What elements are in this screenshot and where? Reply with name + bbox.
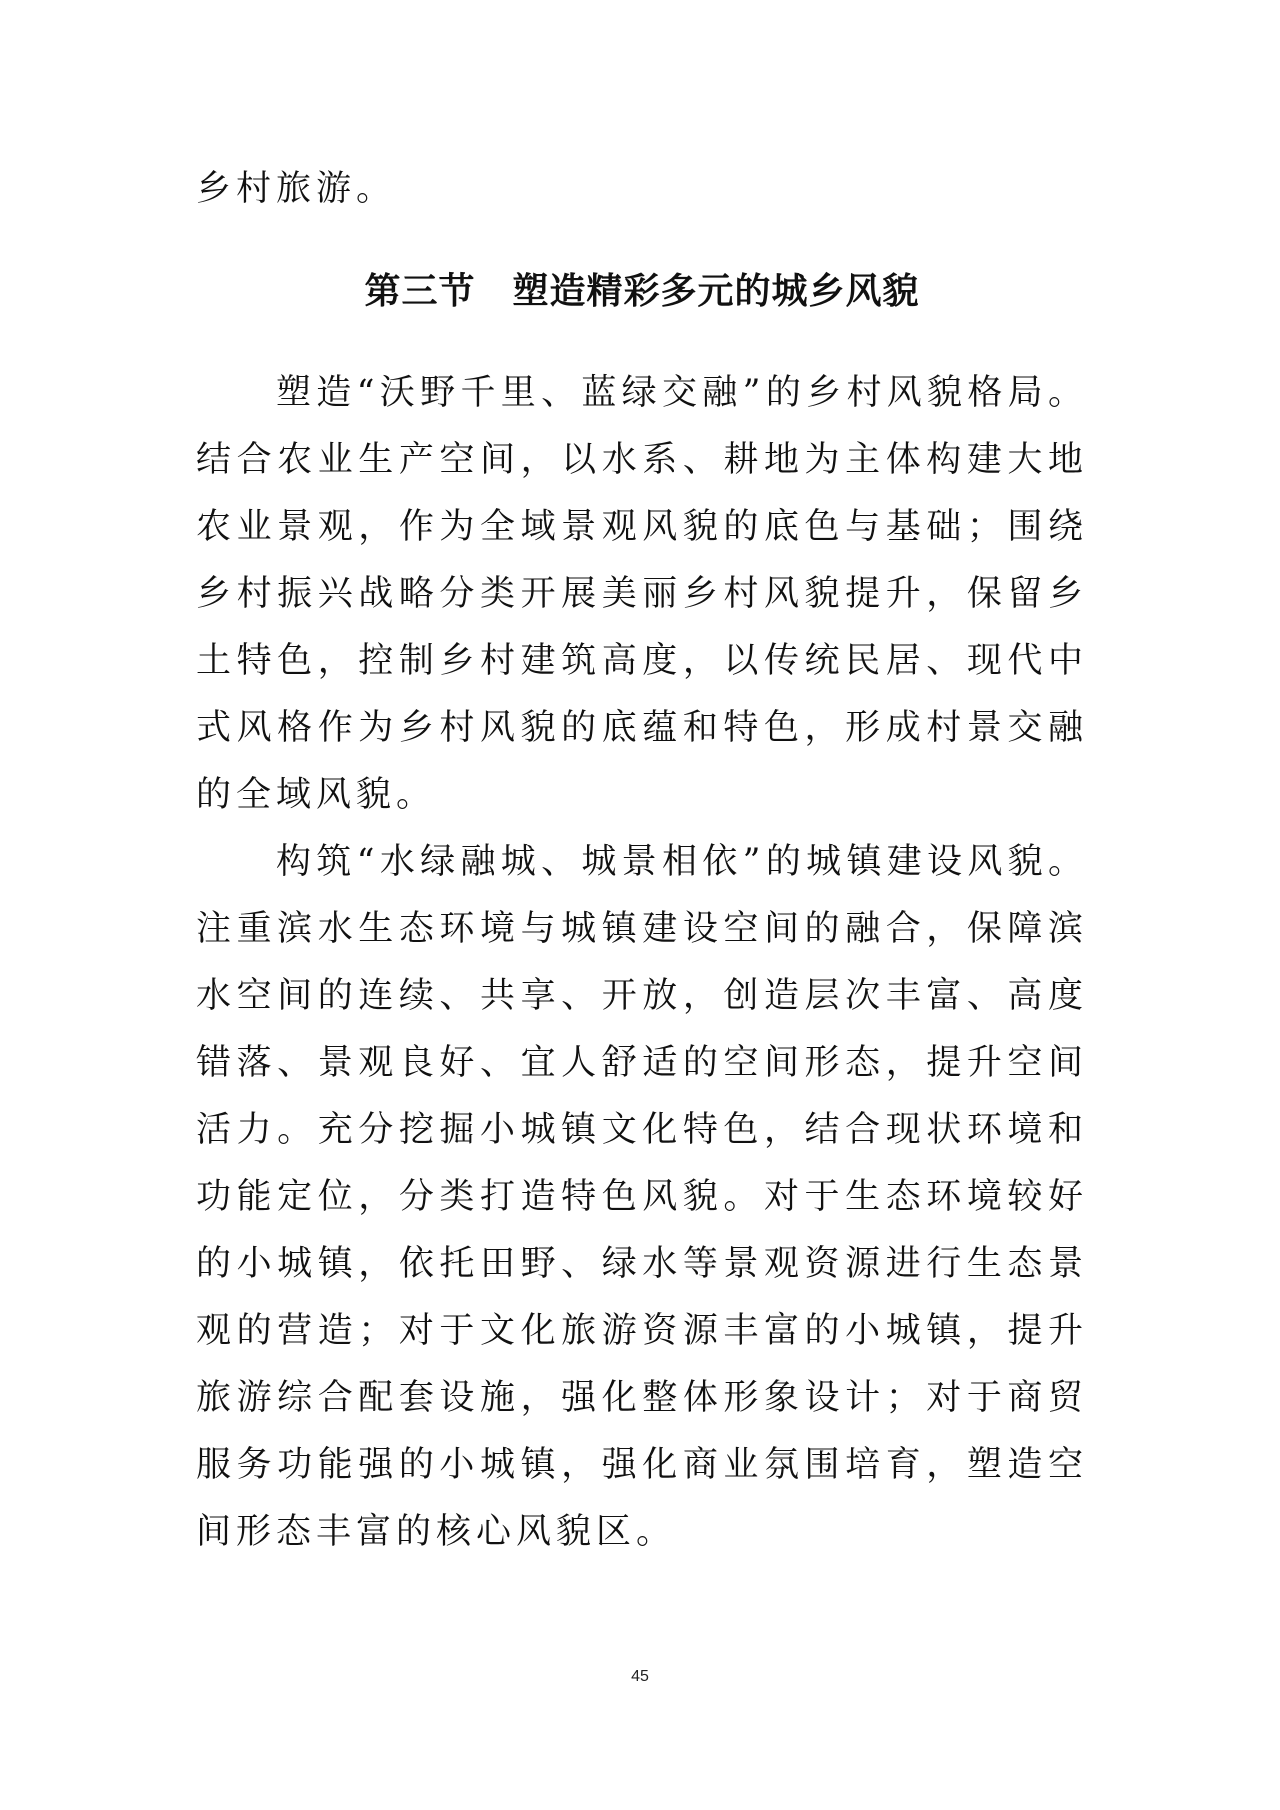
page-number: 45 [631, 1668, 649, 1685]
section-heading: 第三节 塑造精彩多元的城乡风貌 [364, 271, 920, 312]
paragraph-urban-landscape: 构筑“水绿融城、城景相依”的城镇建设风貌。注重滨水生态环境与城镇建设空间的融合，保障滨水空间的连续、共享、开放，创造层次丰富、高度错落、景观良好、宜人舒适的空间形态，提升空间活力。充分挖掘小城镇文化特色，结合现状环境和功能定位，分类打造特色风貌。对于生态环境较好的小城镇，依托田野、绿水等景观资源进行生态景观的营造；对于文化旅游资源丰富的小城镇，提升旅游综合配套设施，强化整体形象设计；对于商贸服务功能强的小城镇，强化商业氛围培育，塑造空间形态丰富的核心风貌区。 [196, 842, 1088, 1552]
continuation-text: 乡村旅游。 [196, 169, 397, 209]
paragraph-rural-landscape: 塑造“沃野千里、蓝绿交融”的乡村风貌格局。结合农业生产空间，以水系、耕地为主体构建大地农业景观，作为全域景观风貌的底色与基础；围绕乡村振兴战略分类开展美丽乡村风貌提升，保留乡土特色，控制乡村建筑高度，以传统民居、现代中式风格作为乡村风貌的底蕴和特色，形成村景交融的全域风貌。 [196, 373, 1088, 815]
body-text [196, 360, 1088, 1566]
